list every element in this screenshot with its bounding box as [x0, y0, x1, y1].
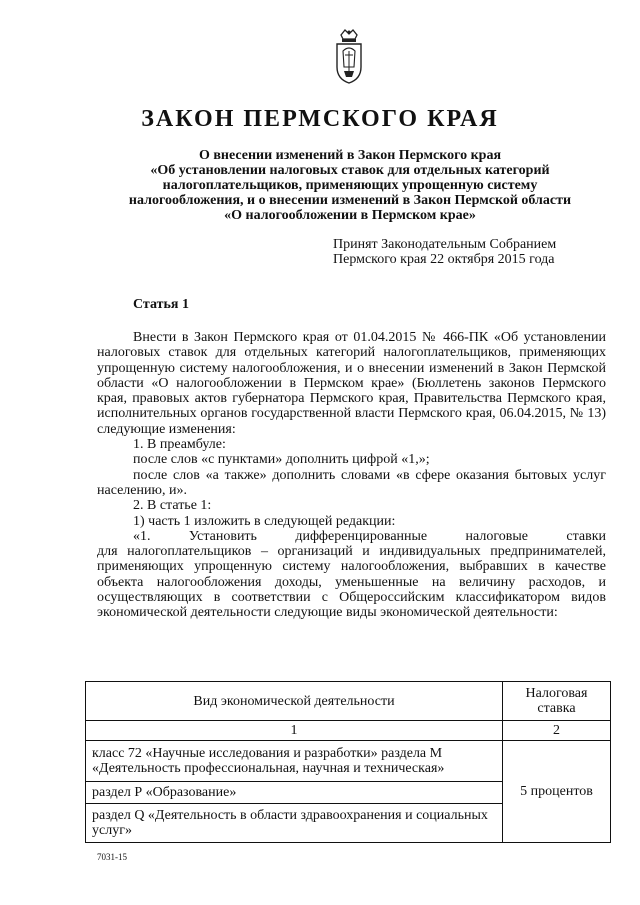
adoption-line: Принят Законодательным Собранием	[333, 237, 557, 252]
header-rate: Налоговая ставка	[503, 682, 611, 721]
rate-cell: 5 процентов	[503, 741, 611, 843]
adoption-note	[333, 237, 613, 267]
article-paragraph: 2. В статье 1:	[133, 498, 212, 514]
subject-line: налогоплательщиков, применяющих упрощенную систему	[162, 178, 538, 193]
perm-krai-coat-of-arms-icon	[329, 27, 369, 85]
column-number: 2	[503, 721, 611, 741]
table-header-row	[86, 682, 611, 721]
article-paragraph: после слов «с пунктами» дополнить цифрой «1,»;	[133, 452, 430, 468]
article-body	[97, 330, 606, 621]
table-number-row	[86, 721, 611, 741]
activity-cell: раздел Q «Деятельность в области здравоохранения и социальных услуг»	[86, 804, 503, 843]
activity-cell: раздел Р «Образование»	[86, 782, 503, 804]
article-paragraph: 1. В преамбуле:	[133, 437, 226, 453]
subject-line: «О налогообложении в Пермском крае»	[224, 208, 476, 223]
subject-line: «Об установлении налоговых ставок для отдельных категорий	[150, 163, 550, 178]
document-code: 7031-15	[97, 852, 127, 862]
header-activity: Вид экономической деятельности	[86, 682, 503, 721]
column-number: 1	[86, 721, 503, 741]
activity-cell: класс 72 «Научные исследования и разработки» раздела М «Деятельность профессиональная, научная и техническая»	[86, 741, 503, 782]
article-paragraph: Внести в Закон Пермского края от 01.04.2015 № 466-ПК «Об установлении налоговых ставок для отдельных категорий налогоплательщиков, применяющих упрощенную систему налогообложения, и о внесении изменений в Закон Пермской области «О налогообложении в Пермском крае» (Бюллетень законов Пермского края, правовых актов губернатора Пермского края, Правительства Пермского края, исполнительных органов государственной власти Пермского края, 06.04.2015, № 13) следующие изменения:	[97, 330, 606, 437]
subject-line: О внесении изменений в Закон Пермского края	[198, 148, 502, 163]
article-paragraph: 1) часть 1 изложить в следующей редакции:	[133, 513, 396, 529]
tax-rate-table	[85, 681, 611, 843]
table-row	[86, 741, 611, 782]
article-paragraph: после слов «а также» дополнить словами «в сфере оказания бытовых услуг населению, и».	[97, 467, 606, 498]
article-paragraph: для налогоплательщиков – организаций и индивидуальных предпринимателей, применяющих упрощенную систему налогообложения, выбравших в качестве объекта налогообложения доходы, уменьшенные на величину расходов, и осуществляющих в соответствии с Общероссийским классификатором видов экономической деятельности следующие виды экономической деятельности:	[97, 544, 606, 621]
subject-line: налогообложения, и о внесении изменений в Закон Пермской области	[128, 193, 572, 208]
law-title: ЗАКОН ПЕРМСКОГО КРАЯ	[141, 106, 499, 132]
adoption-line: Пермского края 22 октября 2015 года	[333, 252, 555, 267]
article-heading: Статья 1	[133, 297, 189, 312]
article-paragraph: «1. Установить дифференцированные налоговые ставки	[133, 528, 606, 544]
law-subject	[100, 148, 600, 223]
